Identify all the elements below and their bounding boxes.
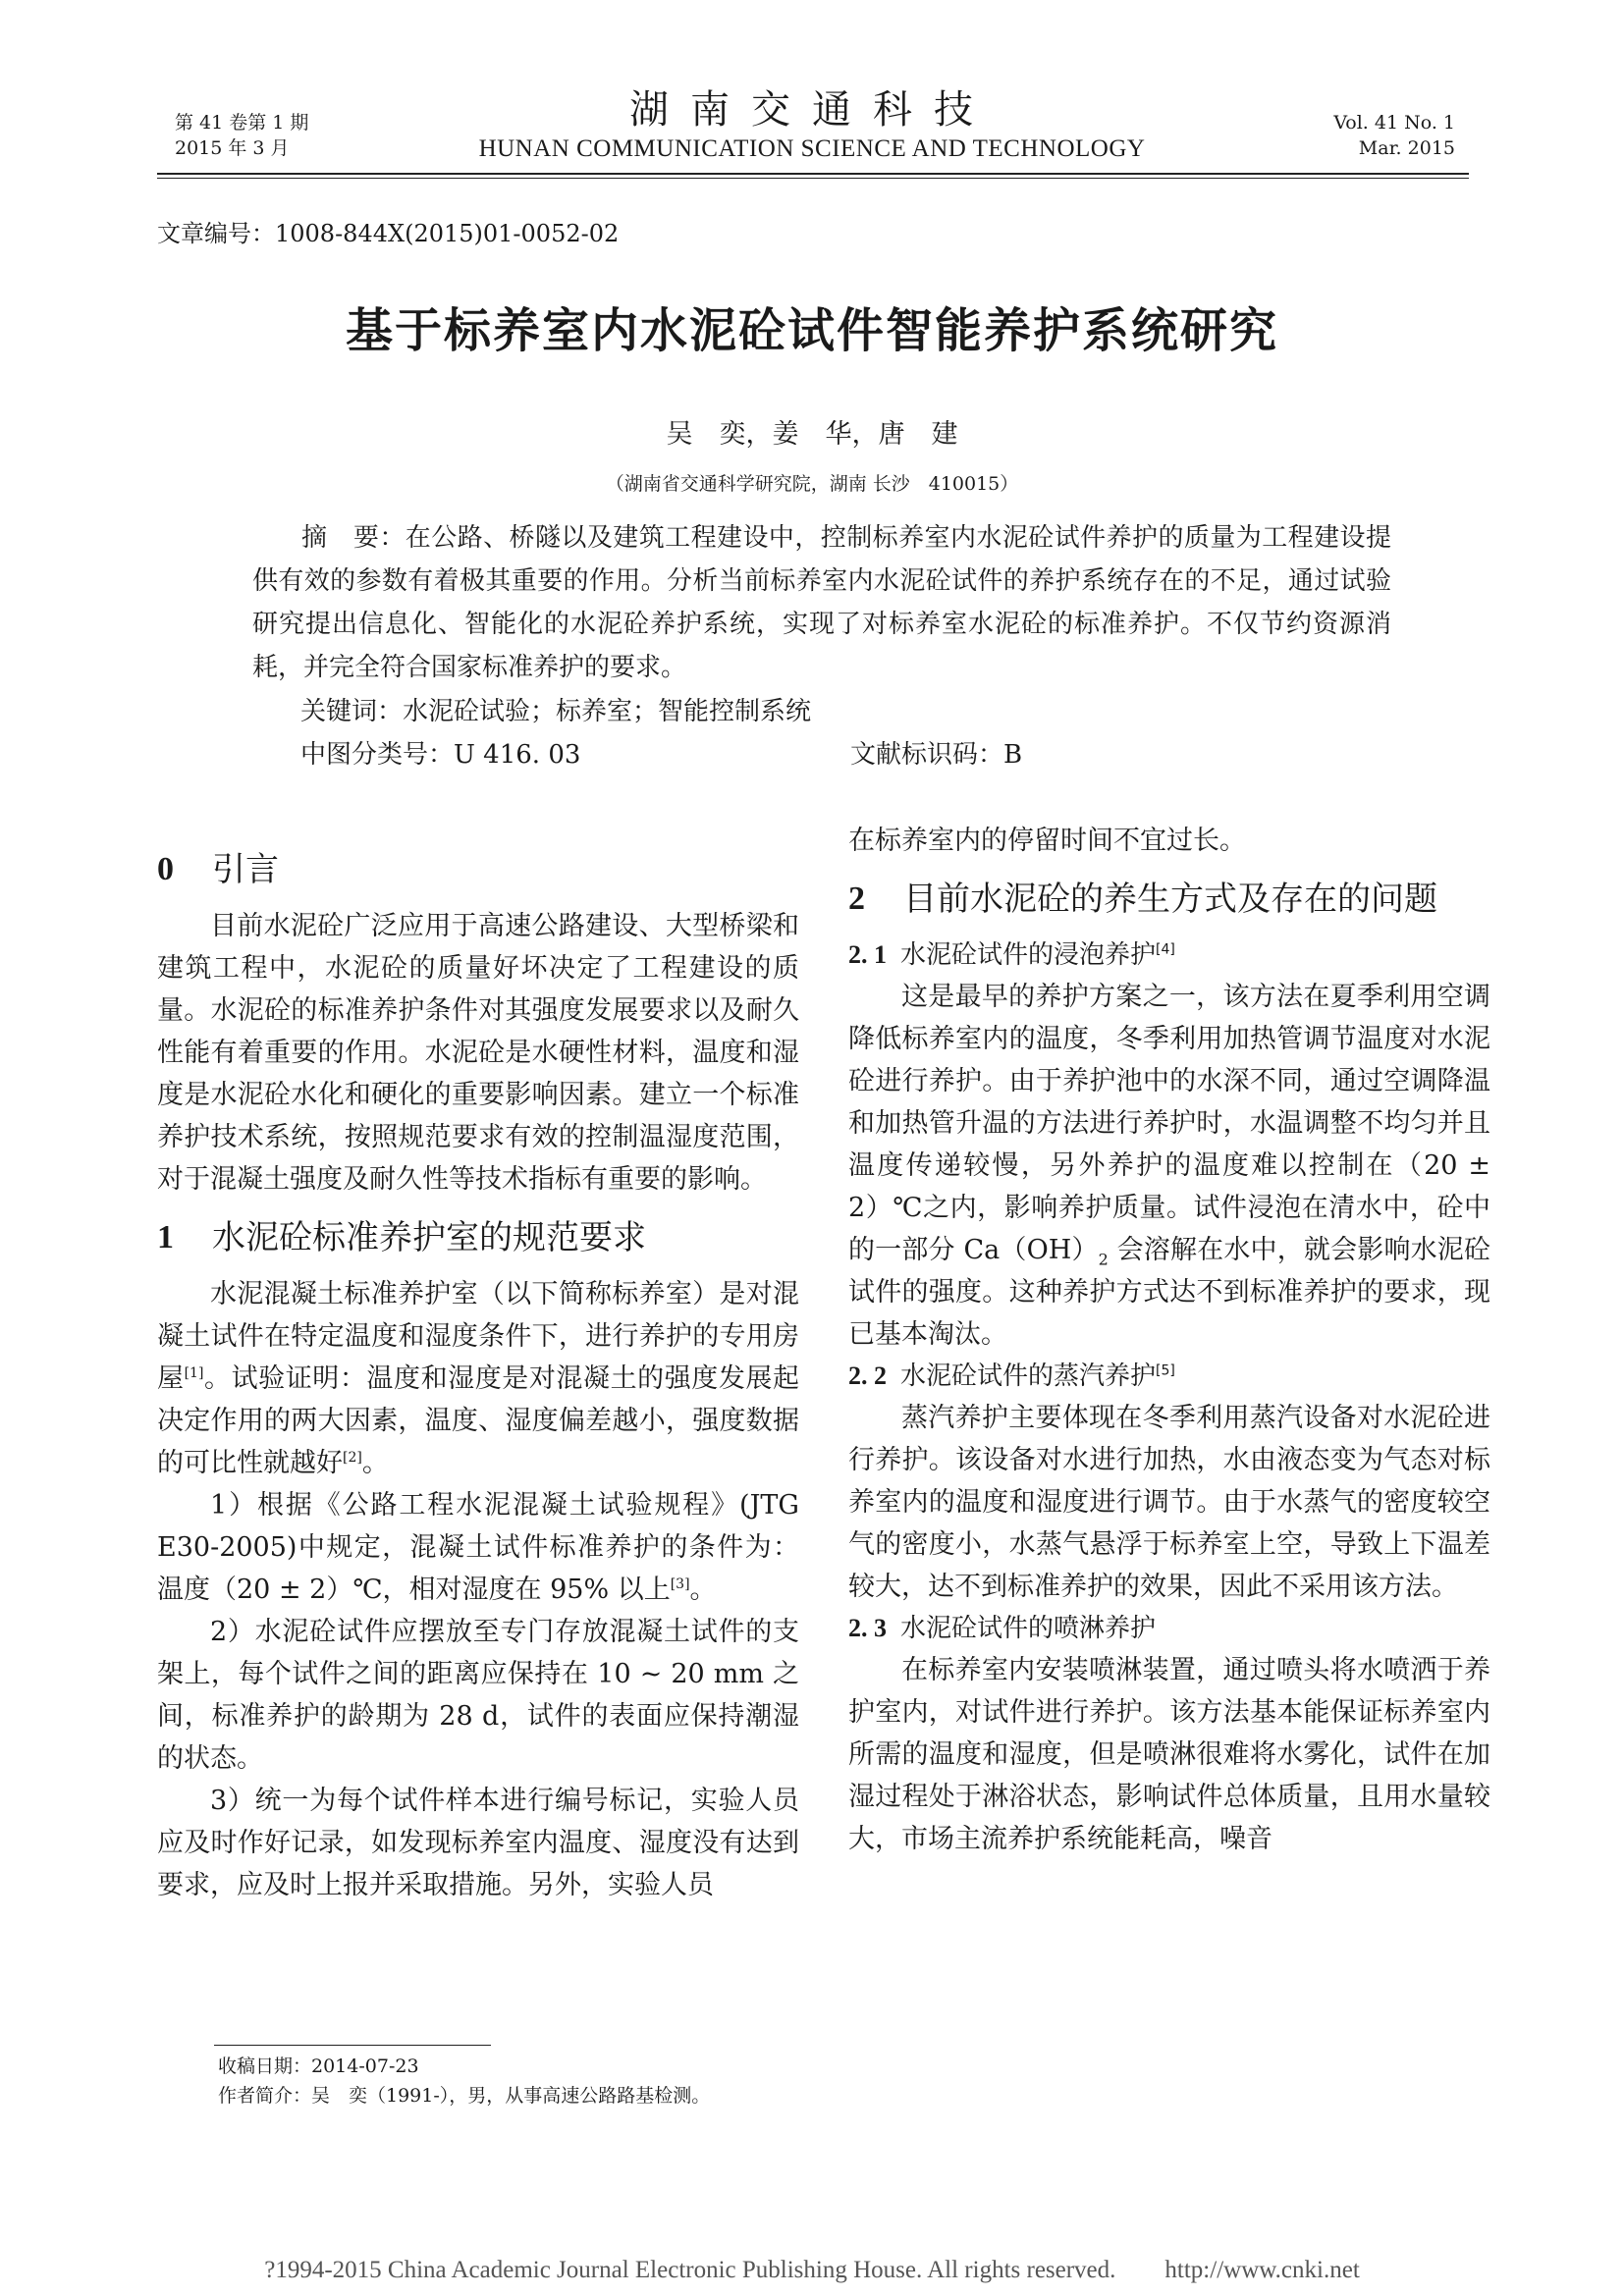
affiliation: （湖南省交通科学研究院，湖南 长沙 410015） bbox=[605, 473, 1019, 495]
copyright-notice: ?1994-2015 China Academic Journal Electronic Publishing House. All rights reserved. http://www.cnki.net bbox=[264, 2257, 1360, 2283]
header-rule-thin bbox=[157, 178, 1469, 179]
header-volume-en bbox=[1333, 110, 1455, 161]
section-title: 水泥砼标准养护室的规范要求 bbox=[212, 1218, 646, 1257]
section-heading-2 bbox=[848, 876, 1490, 923]
abstract-label: 摘 要： bbox=[301, 523, 406, 553]
citation: [2] bbox=[343, 1450, 362, 1466]
paragraph: 1）根据《公路工程水泥混凝土试验规程》(JTG E30-2005)中规定，混凝土试件标准养护的条件为：温度（20 ± 2）℃，相对湿度在 95% 以上[3]。 bbox=[157, 1490, 799, 1605]
document-code: 文献标识码：B bbox=[850, 740, 1023, 770]
paper-title: 基于标养室内水泥砼试件智能养护系统研究 bbox=[345, 303, 1278, 358]
paragraph: 目前水泥砼广泛应用于高速公路建设、大型桥梁和建筑工程中，水泥砼的质量好坏决定了工程建设的质量。水泥砼的标准养护条件对其强度发展要求以及耐久性能有着重要的作用。水泥砼是水硬性材料，温度和湿度是水泥砼水化和硬化的重要影响因素。建立一个标准养护技术系统，按照规范要求有效的控制温湿度范围，对于混凝土强度及耐久性等技术指标有重要的影响。 bbox=[157, 911, 799, 1195]
subsection-heading-2-1: 2. 1 水泥砼试件的浸泡养护[4] bbox=[848, 940, 1175, 970]
keywords: 关键词：水泥砼试验；标养室；智能控制系统 bbox=[300, 697, 812, 726]
journal-title-en: HUNAN COMMUNICATION SCIENCE AND TECHNOLOGY bbox=[478, 135, 1146, 162]
date-cn: 2015 年 3 月 bbox=[175, 137, 290, 159]
section-heading-0 bbox=[157, 846, 799, 893]
citation: [5] bbox=[1156, 1362, 1175, 1379]
authors: 吴 奕，姜 华，唐 建 bbox=[666, 419, 958, 450]
date-en: Mar. 2015 bbox=[1358, 137, 1455, 159]
header-rule-thick bbox=[157, 173, 1469, 175]
paragraph-continued: 在标养室内的停留时间不宜过长。 bbox=[848, 826, 1246, 856]
paragraph: 蒸汽养护主要体现在冬季利用蒸汽设备对水泥砼进行养护。该设备对水进行加热，水由液态变为气态对标养室内的温度和湿度进行调节。由于水蒸气的密度较空气的密度小，水蒸气悬浮于标养室上空，导致上下温差较大，达不到标准养护的效果，因此不采用该方法。 bbox=[848, 1403, 1490, 1602]
volume-issue-cn: 第 41 卷第 1 期 bbox=[175, 112, 309, 133]
subsection-heading-2-2: 2. 2 水泥砼试件的蒸汽养护[5] bbox=[848, 1362, 1175, 1391]
paragraph: 水泥混凝土标准养护室（以下简称标养室）是对混凝土试件在特定温度和湿度条件下，进行养护的专用房屋[1]。试验证明：温度和湿度是对混凝土的强度发展起决定作用的两大因素，温度、湿度偏差越小，强度数据的可比性就越好[2]。 bbox=[157, 1279, 800, 1478]
section-title: 目前水泥砼的养生方式及存在的问题 bbox=[903, 880, 1437, 919]
paragraph: 这是最早的养护方案之一，该方法在夏季利用空调降低标养室内的温度，冬季利用加热管调节温度对水泥砼进行养护。由于养护池中的水深不同，通过空调降温和加热管升温的方法进行养护时，水温调整不均匀并且温度传递较慢，另外养护的温度难以控制在（20 ± 2）℃之内，影响养护质量。试件浸泡在清水中，砼中的一部分 $Ca(OH)_2$ 会溶解在水中，就会影响水泥砼试件的强度。这种养护方式达不到标准养护的要求，现已基本淘汰。 bbox=[848, 982, 1490, 1350]
citation: [1] bbox=[184, 1365, 204, 1381]
clc-number: 中图分类号：U 416. 03 bbox=[300, 740, 581, 770]
section-number: 2 bbox=[848, 881, 865, 917]
paragraph: 2）水泥砼试件应摆放至专门存放混凝土试件的支架上，每个试件之间的距离应保持在 10 ~ 20 mm 之间，标准养护的龄期为 28 d，试件的表面应保持潮湿的状态。 bbox=[157, 1617, 799, 1774]
article-number: 文章编号：1008-844X(2015)01-0052-02 bbox=[157, 220, 620, 247]
author-bio: 作者简介：吴 奕（1991-），男，从事高速公路路基检测。 bbox=[218, 2085, 711, 2107]
footnote bbox=[218, 2052, 710, 2110]
abstract bbox=[252, 516, 1391, 689]
journal-title-cn: 湖南交通科技 bbox=[629, 87, 995, 133]
left-column bbox=[157, 832, 799, 1906]
section-heading-1 bbox=[157, 1214, 799, 1261]
section-title: 引言 bbox=[212, 850, 279, 889]
citation: [3] bbox=[670, 1576, 690, 1592]
received-date: 收稿日期：2014-07-23 bbox=[218, 2056, 419, 2077]
section-number: 0 bbox=[157, 851, 174, 887]
paragraph: 3）统一为每个试件样本进行编号标记，实验人员应及时作好记录，如发现标养室内温度、湿度没有达到要求，应及时上报并采取措施。另外，实验人员 bbox=[157, 1786, 799, 1900]
paragraph: 在标养室内安装喷淋装置，通过喷头将水喷洒于养护室内，对试件进行养护。该方法基本能保证标养室内所需的温度和湿度，但是喷淋很难将水雾化，试件在加湿过程处于淋浴状态，影响试件总体质量，且用水量较大，市场主流养护系统能耗高，噪音 bbox=[848, 1655, 1490, 1854]
footnote-rule bbox=[214, 2045, 491, 2046]
section-number: 1 bbox=[157, 1219, 174, 1255]
right-column bbox=[848, 820, 1490, 1860]
citation: [4] bbox=[1156, 941, 1175, 958]
volume-issue-en: Vol. 41 No. 1 bbox=[1333, 112, 1455, 133]
subsection-heading-2-3: 2. 3 水泥砼试件的喷淋养护 bbox=[848, 1614, 1157, 1643]
abstract-text: 在公路、桥隧以及建筑工程建设中，控制标养室内水泥砼试件养护的质量为工程建设提供有效的参数有着极其重要的作用。分析当前标养室内水泥砼试件的养护系统存在的不足，通过试验研究提出信息化、智能化的水泥砼养护系统，实现了对标养室水泥砼的标准养护。不仅节约资源消耗，并完全符合国家标准养护的要求。 bbox=[252, 523, 1391, 682]
